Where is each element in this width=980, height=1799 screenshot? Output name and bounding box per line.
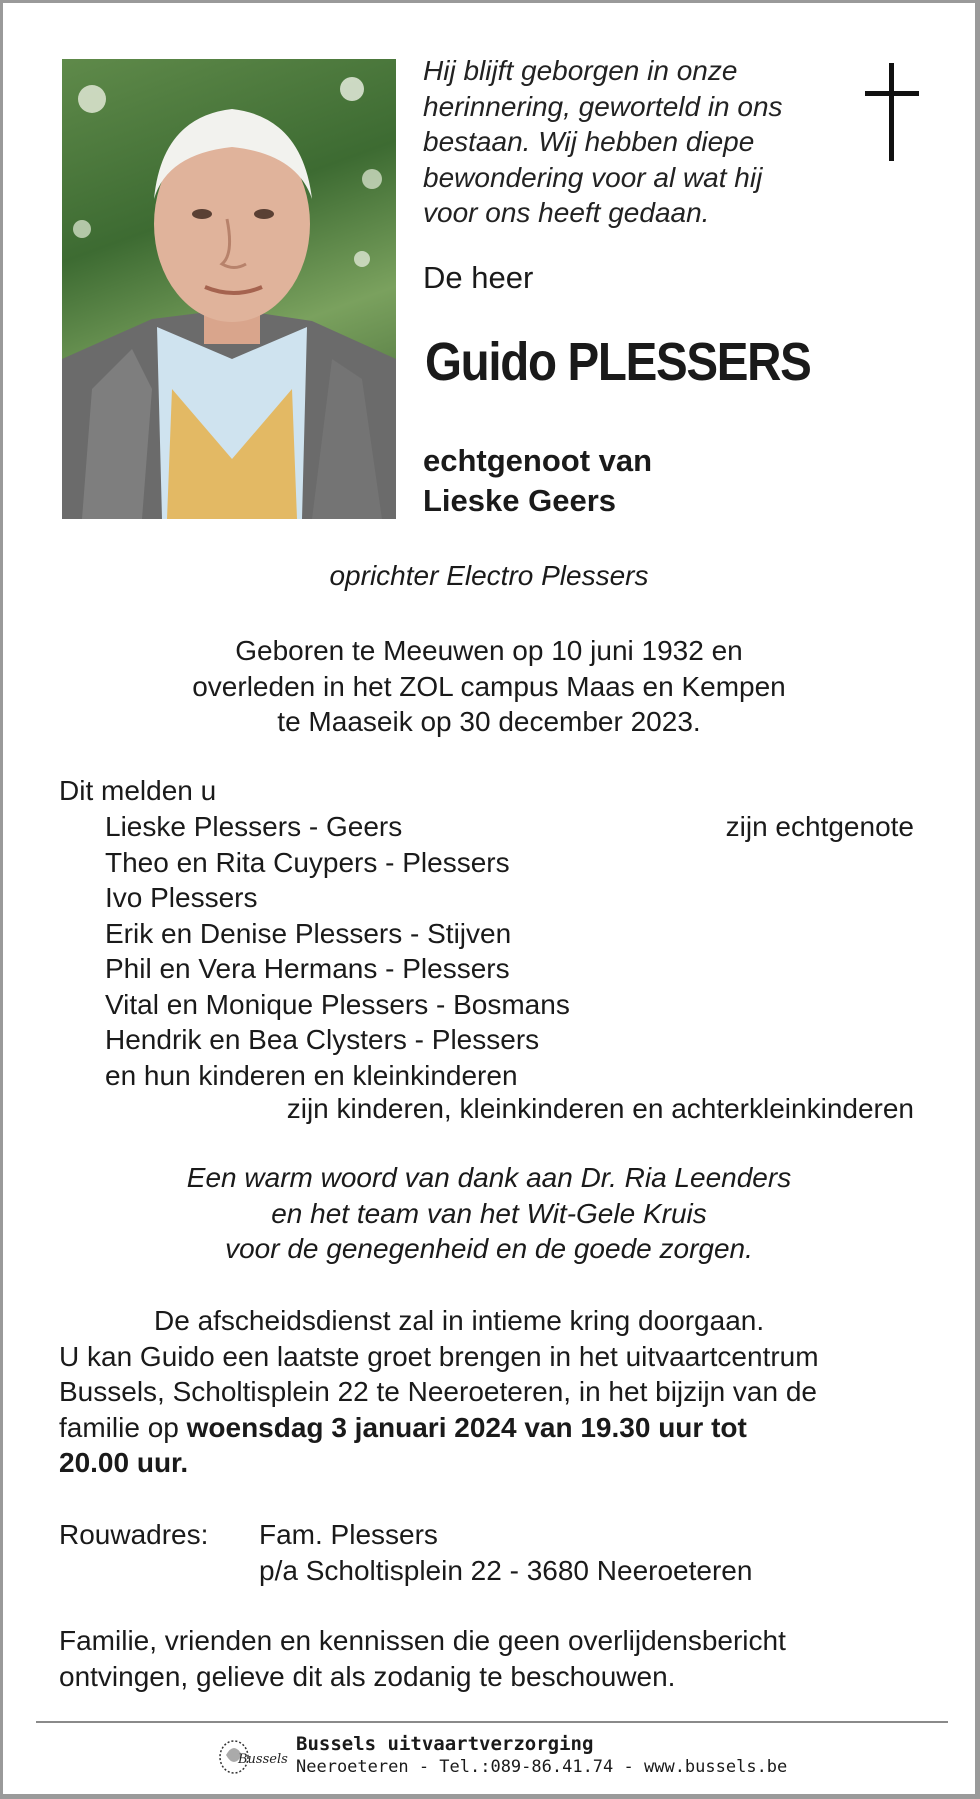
family-member: Hendrik en Bea Clysters - Plessers [105, 1024, 540, 1055]
spouse-block [423, 441, 652, 521]
closing-notice [59, 1623, 919, 1694]
thanks-line: en het team van het Wit-Gele Kruis [271, 1197, 707, 1229]
family-member: Lieske Plessers - Geers [105, 811, 403, 842]
service-line [59, 1445, 929, 1481]
quote-line: herinnering, geworteld in ons [423, 90, 783, 122]
portrait-photo [62, 59, 396, 519]
birth-death-line: te Maaseik op 30 december 2023. [277, 706, 701, 737]
footer-divider [36, 1721, 948, 1723]
family-member: Erik en Denise Plessers - Stijven [105, 917, 512, 949]
quote-line: voor ons heeft gedaan. [423, 197, 710, 228]
family-member: Theo en Rita Cuypers - Plessers [105, 846, 510, 878]
salutation: De heer [423, 260, 534, 295]
family-intro: Dit melden u [59, 775, 217, 806]
service-datetime-end: 20.00 uur. [59, 1447, 189, 1478]
obituary-card [3, 3, 975, 1794]
service-datetime: woensdag 3 januari 2024 van 19.30 uur tot [186, 1411, 747, 1443]
quote-line: bestaan. Wij hebben diepe [423, 126, 755, 157]
service-line: De afscheidsdienst zal in intieme kring doorgaan. [154, 1305, 765, 1336]
memorial-quote [423, 53, 823, 231]
cross-icon [865, 63, 919, 161]
family-member: Ivo Plessers [105, 882, 258, 913]
address-block [259, 1517, 752, 1588]
role-spouse: zijn echtgenote [725, 811, 914, 842]
quote-line: bewondering voor al wat hij [423, 161, 763, 193]
family-member: en hun kinderen en kleinkinderen [105, 1059, 518, 1091]
company-contact: Neeroeteren - Tel.:089-86.41.74 - www.bussels.be [296, 1757, 788, 1777]
occupation: oprichter Electro Plessers [329, 560, 649, 591]
birth-death-text [3, 633, 975, 740]
service-info [59, 1303, 929, 1481]
portrait-illustration [62, 59, 396, 519]
family-member: Vital en Monique Plessers - Bosmans [105, 988, 570, 1020]
thanks-line: voor de genegenheid en de goede zorgen. [225, 1233, 753, 1264]
spouse-name: Lieske Geers [423, 483, 617, 518]
company-name: Bussels uitvaartverzorging [296, 1733, 594, 1755]
thanks-text [3, 1160, 975, 1267]
birth-death-line: overleden in het ZOL campus Maas en Kempen [192, 670, 786, 702]
address-line: Fam. Plessers [259, 1519, 438, 1550]
notice-line: Familie, vrienden en kennissen die geen overlijdensbericht [59, 1625, 786, 1656]
quote-line: Hij blijft geborgen in onze [423, 55, 738, 86]
spouse-relation: echtgenoot van [423, 443, 653, 478]
service-line: U kan Guido een laatste groet brengen in het uitvaartcentrum [59, 1340, 819, 1372]
address-line: p/a Scholtisplein 22 - 3680 Neeroeteren [259, 1554, 753, 1586]
family-list [105, 809, 570, 1093]
notice-line: ontvingen, gelieve dit als zodanig te beschouwen. [59, 1660, 676, 1692]
role-children: zijn kinderen, kleinkinderen en achterkleinkinderen [286, 1093, 914, 1124]
service-line [59, 1410, 929, 1446]
thanks-line: Een warm woord van dank aan Dr. Ria Leenders [186, 1162, 792, 1193]
service-line: Bussels, Scholtisplein 22 te Neeroeteren, in het bijzijn van de [59, 1376, 817, 1407]
address-label: Rouwadres: [59, 1519, 209, 1550]
company-logo [216, 1731, 288, 1779]
logo-text: Bussels [238, 1752, 288, 1767]
birth-death-line: Geboren te Meeuwen op 10 juni 1932 en [235, 635, 743, 666]
deceased-name: Guido PLESSERS [425, 332, 811, 392]
service-line-prefix: familie op [59, 1411, 187, 1443]
family-member: Phil en Vera Hermans - Plessers [105, 953, 510, 984]
